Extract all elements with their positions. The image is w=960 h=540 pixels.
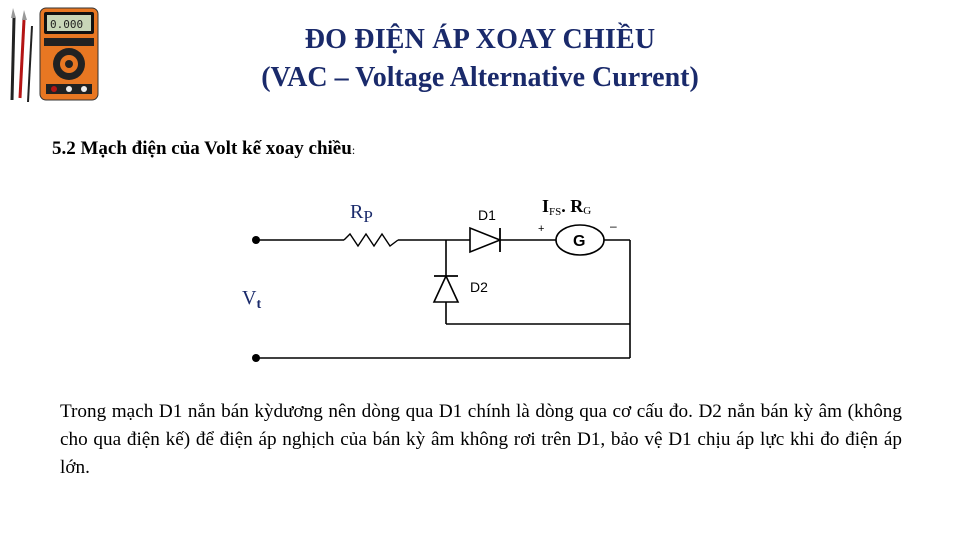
svg-text:0.000: 0.000 [50,18,84,31]
rp-subscript: P [363,207,373,226]
plus-sign: + [538,223,545,235]
svg-text:RP [350,201,373,226]
diode-d2 [434,276,458,302]
section-heading [52,138,355,160]
ifs-subscript: FS [549,206,562,218]
multimeter-icon [6,4,102,104]
resistor-rp [344,234,398,246]
section-heading-text: 5.2 Mạch điện của Volt kế xoay chiều [52,138,352,159]
ifs-label: I [542,196,550,216]
diode-d1 [470,228,500,252]
svg-text:IFS. RG [542,196,591,218]
page-subtitle: (VAC – Voltage Alternative Current) [261,62,699,93]
page-title: ĐO ĐIỆN ÁP XOAY CHIỀU [304,24,656,55]
d1-label: D1 [478,207,496,223]
rg-subscript: G [583,205,592,217]
vt-subscript: t [256,297,262,312]
d2-label: D2 [470,279,488,295]
minus-sign: – [610,219,617,233]
explanation-paragraph: Trong mạch D1 nắn bán kỳdương nên dòng qua D1 chính là dòng qua cơ cấu đo. D2 nắn bán kỳ âm (không cho qua điện kế) để điện áp nghịch của bán kỳ âm không rơi trên D1, bảo vệ D1 chịu áp lực khi đo điện áp lớn. [60,401,902,478]
rp-label: R [350,201,364,223]
circuit-diagram [230,188,650,374]
vt-label: V [242,287,257,309]
svg-text:Vt [242,287,261,312]
section-heading-colon: : [351,143,356,157]
galvanometer-label: G [573,233,586,250]
rg-label: . R [561,196,584,216]
